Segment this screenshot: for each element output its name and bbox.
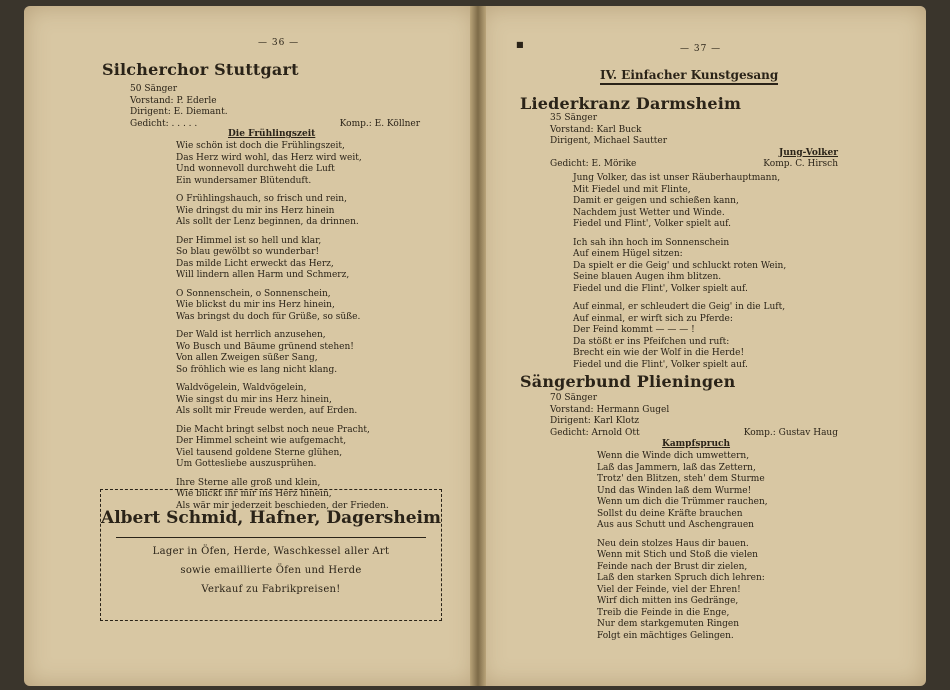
poem-line: Um Gottesliebe auszusprühen.	[176, 459, 317, 469]
poem-line: Da spielt er die Geig' und schluckt roten Wein,	[573, 260, 787, 271]
page-mark: ■	[516, 40, 524, 49]
poem-line: Damit er geigen und schießen kann,	[573, 196, 739, 206]
song-title-kampfspruch: Kampfspruch	[662, 439, 731, 449]
ad-line-3: Verkauf zu Fabrikpreisen!	[201, 584, 341, 595]
singers-count: 50 Sänger	[130, 84, 178, 94]
poem-line: Als sollt mir Freude werden, auf Erden.	[176, 406, 358, 416]
choir-meta-plieningen	[550, 393, 838, 439]
stanza	[597, 451, 768, 532]
poem-line: Ihre Sterne alle groß und klein,	[176, 477, 321, 488]
stanza	[573, 173, 786, 231]
choir-title-saengerbund: Sängerbund Plieningen	[520, 372, 736, 391]
conductor: Dirigent: Karl Klotz	[550, 416, 640, 426]
poem-line: Der Feind kommt — — — !	[573, 325, 695, 335]
chairman: Vorstand: Hermann Gugel	[550, 404, 670, 415]
choir-meta-darmsheim	[550, 113, 838, 171]
poem-line: Wenn um dich die Trümmer rauchen,	[597, 497, 768, 507]
poem-line: Laß das Jammern, laß das Zettern,	[597, 462, 756, 473]
poem-line: Wie schön ist doch die Frühlingszeit,	[176, 141, 345, 151]
poem-line: Viel tausend goldene Sterne glühen,	[176, 447, 343, 458]
poem-line: Waldvögelein, Waldvögelein,	[176, 383, 307, 393]
choir-title-silcherchor: Silcherchor Stuttgart	[102, 60, 299, 79]
song-title-jung-volker: Jung-Volker	[778, 147, 838, 158]
chairman: Vorstand: Karl Buck	[550, 124, 642, 135]
stanza	[176, 330, 389, 376]
stanza	[176, 425, 389, 471]
poem-line: Brecht ein wie der Wolf in die Herde!	[573, 348, 745, 358]
poem-jung-volker	[573, 173, 786, 378]
poem-line: Sollst du deine Kräfte brauchen	[597, 508, 743, 519]
poem-author: Gedicht: . . . . .	[130, 118, 198, 129]
advertisement-albert-schmid	[100, 489, 442, 621]
conductor: Dirigent: E. Diemant.	[130, 107, 228, 117]
poem-line: Laß den starken Spruch dich lehren:	[597, 573, 765, 583]
poem-line: Mit Fiedel und mit Flinte,	[573, 184, 691, 195]
poem-line: Die Macht bringt selbst noch neue Pracht,	[176, 424, 370, 435]
poem-line: Der Wald ist herrlich anzusehen,	[176, 330, 326, 340]
conductor: Dirigent, Michael Sautter	[550, 136, 668, 146]
poem-line: Auf einem Hügel sitzen:	[573, 249, 683, 259]
poem-line: Der Himmel ist so hell und klar,	[176, 235, 322, 246]
stanza	[597, 539, 768, 643]
composer: Komp.: E. Köllner	[339, 118, 420, 129]
poem-line: Fiedel und die Flint', Volker spielt auf.	[573, 283, 748, 294]
song-title-fruehlingszeit: Die Frühlingszeit	[228, 129, 316, 139]
page-number-left: — 36 —	[258, 38, 300, 48]
poem-line: Auf einmal, er wirft sich zu Pferde:	[573, 313, 733, 324]
poem-line: So blau gewölbt so wunderbar!	[176, 247, 320, 257]
poem-author: Gedicht: Arnold Ott	[550, 427, 640, 438]
poem-fruehlingszeit	[176, 141, 389, 519]
choir-title-liederkranz: Liederkranz Darmsheim	[520, 94, 742, 113]
poem-line: Was bringst du doch für Grüße, so süße.	[176, 311, 361, 322]
poem-line: Wie singst du mir ins Herz hinein,	[176, 394, 332, 405]
poem-author: Gedicht: E. Mörike	[550, 159, 637, 169]
poem-line: Feinde nach der Brust dir zielen,	[597, 561, 748, 572]
poem-line: Will lindern allen Harm und Schmerz,	[176, 270, 350, 280]
page-number-right: — 37 —	[680, 44, 722, 54]
poem-line: Folgt ein mächtiges Gelingen.	[597, 630, 734, 641]
poem-line: Das milde Licht erweckt das Herz,	[176, 258, 334, 269]
poem-line: Nachdem just Wetter und Winde.	[573, 207, 725, 218]
poem-line: Wie blickt ihr mir ins Herz hinein,	[176, 489, 332, 499]
poem-line: Jung Volker, das ist unser Räuberhauptmann,	[573, 173, 781, 183]
poem-line: Das Herz wird wohl, das Herz wird weit,	[176, 152, 362, 163]
poem-line: Seine blauen Augen ihm blitzen.	[573, 272, 722, 282]
choir-meta-left	[130, 84, 420, 130]
poem-line: Als wär mir jederzeit beschieden, der Frieden.	[176, 500, 389, 511]
poem-line: Ich sah ihn hoch im Sonnenschein	[573, 237, 730, 248]
stanza	[176, 141, 389, 187]
poem-line: Wenn mit Stich und Stoß die vielen	[597, 550, 758, 560]
poem-line: Nur dem starkgemuten Ringen	[597, 619, 740, 629]
poem-line: Auf einmal, er schleudert die Geig' in die Luft,	[573, 302, 786, 312]
poem-line: O Frühlingshauch, so frisch und rein,	[176, 194, 347, 204]
poem-line: Treib die Feinde in die Enge,	[597, 607, 730, 618]
composer: Komp.: Gustav Haug	[743, 427, 838, 438]
ad-business-name: Albert Schmid, Hafner, Dagersheim	[101, 508, 441, 528]
stanza	[176, 236, 389, 282]
ad-line-1: Lager in Öfen, Herde, Waschkessel aller Art	[152, 546, 390, 557]
ad-divider	[116, 537, 426, 538]
poem-line: Neu dein stolzes Haus dir bauen.	[597, 538, 749, 549]
poem-line: Der Himmel scheint wie aufgemacht,	[176, 436, 347, 446]
stanza	[176, 289, 389, 324]
ad-line-2: sowie emaillierte Öfen und Herde	[180, 565, 362, 576]
poem-line: Wo Busch und Bäume grünend stehen!	[176, 341, 354, 352]
chairman: Vorstand: P. Ederle	[130, 95, 217, 106]
poem-line: Und das Winden laß dem Wurme!	[597, 485, 752, 496]
book-gutter	[470, 6, 486, 686]
poem-line: Als sollt der Lenz beginnen, da drinnen.	[176, 217, 359, 227]
composer: Komp. C. Hirsch	[763, 159, 838, 169]
poem-line: Da stößt er ins Pfeifchen und ruft:	[573, 336, 730, 347]
poem-line: Wie blickst du mir ins Herz hinein,	[176, 300, 335, 310]
singers-count: 70 Sänger	[550, 393, 598, 403]
poem-line: So fröhlich wie es lang nicht klang.	[176, 364, 338, 375]
singers-count: 35 Sänger	[550, 113, 598, 123]
section-heading: IV. Einfacher Kunstgesang	[600, 68, 778, 85]
poem-line: Wirf dich mitten ins Gedränge,	[597, 596, 739, 606]
poem-line: Fiedel und die Flint', Volker spielt auf.	[573, 359, 748, 370]
poem-line: Ein wundersamer Blütenduft.	[176, 175, 312, 186]
stanza	[176, 194, 389, 229]
poem-line: Wie dringst du mir ins Herz hinein	[176, 205, 335, 216]
stanza	[573, 302, 786, 371]
poem-line: Und wonnevoll durchweht die Luft	[176, 164, 335, 174]
poem-line: Trotz' den Blitzen, steh' dem Sturme	[597, 474, 765, 484]
poem-line: Fiedel und Flint', Volker spielt auf.	[573, 219, 731, 229]
stanza	[573, 238, 786, 296]
stanza	[176, 383, 389, 418]
poem-kampfspruch	[597, 451, 768, 649]
poem-line: O Sonnenschein, o Sonnenschein,	[176, 288, 331, 299]
poem-line: Aus aus Schutt und Aschengrauen	[597, 520, 754, 530]
poem-line: Von allen Zweigen süßer Sang,	[176, 353, 318, 363]
poem-line: Wenn die Winde dich umwettern,	[597, 451, 750, 461]
poem-line: Viel der Feinde, viel der Ehren!	[597, 584, 741, 595]
